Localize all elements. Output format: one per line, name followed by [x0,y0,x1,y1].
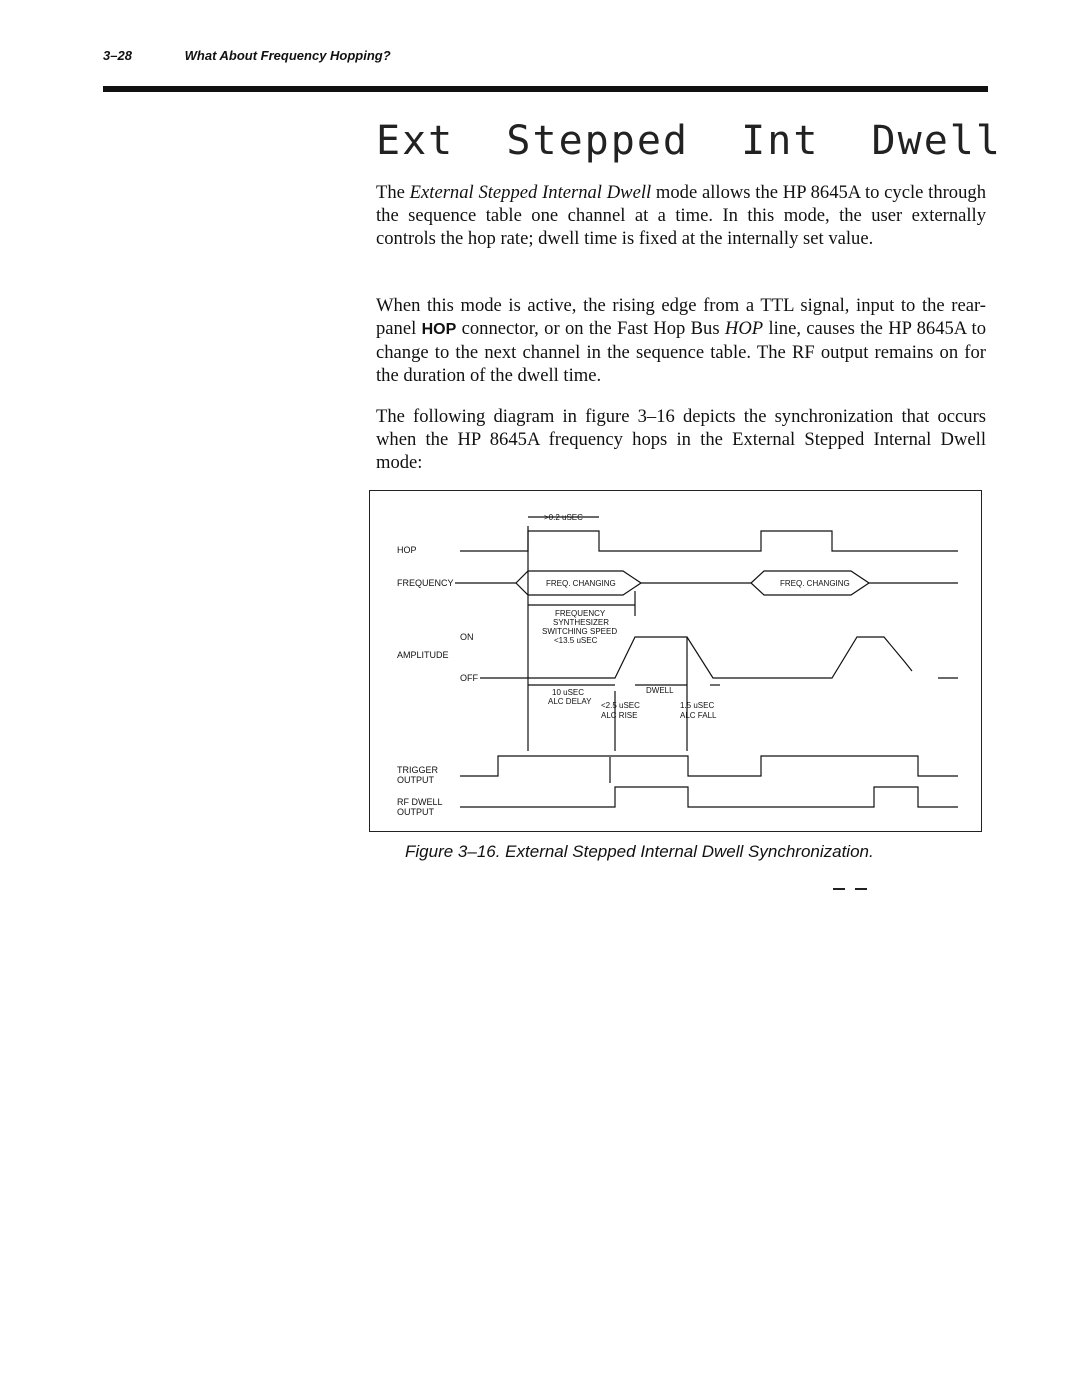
page-number: 3–28 [103,48,132,63]
label-trigger-output: OUTPUT [397,775,434,785]
paragraph-intro [376,181,986,250]
rf-dwell-waveform [460,787,958,807]
mode-name-emphasis: External Stepped Internal Dwell [409,182,652,203]
annotation-freq-changing-2: FREQ. CHANGING [780,579,850,588]
label-rf-dwell: RF DWELL [397,797,443,807]
text-run: connector, or on the Fast Hop Bus [456,318,725,339]
label-frequency: FREQUENCY [397,578,454,588]
annotation-alc-delay-2: ALC DELAY [548,697,592,706]
annotation-alc-fall-2: ALC FALL [680,711,717,720]
annotation-synth-2: SYNTHESIZER [553,618,610,627]
hop-connector-label: HOP [421,321,457,338]
annotation-alc-fall-1: 1.5 uSEC [680,701,715,710]
scan-dash-mark [833,888,845,890]
amplitude-waveform [480,637,912,678]
label-off: OFF [460,673,478,683]
mode-display-title: Ext Stepped Int Dwell [376,118,1002,164]
text-run: When this mode is active, the rising edge from a TTL signal, input to the rear-panel [376,295,986,339]
scan-dash-mark [855,888,867,890]
hop-waveform [460,531,958,551]
hop-line-emphasis: HOP [724,318,764,339]
paragraph-operation [376,294,986,387]
figure-caption: Figure 3–16. External Stepped Internal Dwell Synchronization. [405,842,874,861]
annotation-freq-changing-1: FREQ. CHANGING [546,579,616,588]
page-header [103,48,391,63]
text-run: The [376,182,410,203]
label-hop: HOP [397,545,417,555]
annotation-alc-rise-2: ALC RISE [601,711,638,720]
text-run: line, causes the HP 8645A to change to the next channel in the sequence table. The RF output remains on for the duration of the dwell time. [376,318,986,386]
timing-diagram [369,490,982,832]
label-rf-dwell-output: OUTPUT [397,807,434,817]
paragraph-diagram-intro: The following diagram in figure 3–16 depicts the synchronization that occurs when the HP 8645A frequency hops in the External Stepped Internal Dwell mode: [376,406,986,473]
annotation-alc-delay-1: 10 uSEC [552,688,585,697]
label-trigger: TRIGGER [397,765,439,775]
annotation-synth-1: FREQUENCY [555,609,606,618]
label-on: ON [460,632,474,642]
label-amplitude: AMPLITUDE [397,650,449,660]
annotation-alc-rise-1: <2.5 uSEC [601,701,640,710]
annotation-synth-4: <13.5 uSEC [554,636,598,645]
text-run: mode allows the HP 8645A to cycle through the sequence table one channel at a time. In this mode, the user externally controls the hop rate; dwell time is fixed at the internally set value. [376,182,986,249]
annotation-synth-3: SWITCHING SPEED [542,627,618,636]
header-rule [103,86,988,92]
trigger-waveform [460,756,958,776]
timing-annotations [542,513,850,720]
annotation-dwell: DWELL [646,686,674,695]
timing-diagram-svg [370,491,981,831]
annotation-hop-width: >0.2 uSEC [544,513,583,522]
section-title: What About Frequency Hopping? [184,48,391,63]
